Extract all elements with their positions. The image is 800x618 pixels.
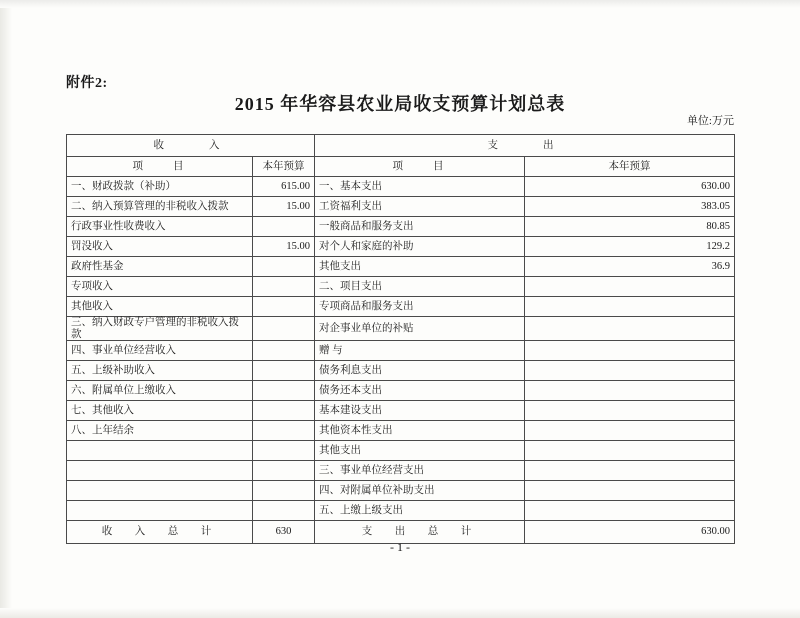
expense-item-label: 对个人和家庭的补助 (315, 237, 525, 257)
expense-item-label: 其他支出 (315, 441, 525, 461)
income-budget-value: 15.00 (253, 197, 315, 217)
expense-total-value: 630.00 (525, 521, 735, 544)
income-item-label: 七、其他收入 (67, 401, 253, 421)
income-item-label (67, 501, 253, 521)
table-row (67, 197, 735, 217)
income-item-label (67, 441, 253, 461)
table-group-header-row (67, 135, 735, 157)
expense-budget-value: 36.9 (525, 257, 735, 277)
income-item-label: 专项收入 (67, 277, 253, 297)
table-row (67, 317, 735, 341)
income-item-label: 五、上级补助收入 (67, 361, 253, 381)
expense-budget-value (525, 297, 735, 317)
expense-total-label: 支 出 总 计 (315, 521, 525, 544)
income-budget-value (253, 341, 315, 361)
table-row (67, 381, 735, 401)
income-item-label (67, 481, 253, 501)
table-row (67, 237, 735, 257)
table-row (67, 341, 735, 361)
income-budget-value (253, 461, 315, 481)
page-number: - 1 - (390, 540, 410, 554)
scan-edge-bottom (0, 608, 800, 618)
income-budget-value (253, 217, 315, 237)
income-budget-value (253, 317, 315, 341)
income-item-label: 三、纳入财政专户管理的非税收入拨款 (67, 317, 253, 341)
income-budget-value (253, 297, 315, 317)
table-row (67, 257, 735, 277)
table-row (67, 481, 735, 501)
table-row (67, 461, 735, 481)
expense-budget-value: 80.85 (525, 217, 735, 237)
expense-budget-value (525, 481, 735, 501)
income-budget-value: 15.00 (253, 237, 315, 257)
expense-budget-value (525, 501, 735, 521)
expense-item-label: 对企事业单位的补贴 (315, 317, 525, 341)
column-header-income-budget: 本年预算 (253, 157, 315, 177)
expense-item-label: 二、项目支出 (315, 277, 525, 297)
expense-item-label: 其他支出 (315, 257, 525, 277)
income-item-label: 行政事业性收费收入 (67, 217, 253, 237)
income-budget-value (253, 277, 315, 297)
expense-budget-value (525, 317, 735, 341)
income-budget-value (253, 441, 315, 461)
expense-item-label: 四、对附属单位补助支出 (315, 481, 525, 501)
income-item-label: 其他收入 (67, 297, 253, 317)
income-budget-value (253, 501, 315, 521)
group-header-expense: 支 出 (315, 135, 735, 157)
expense-budget-value: 129.2 (525, 237, 735, 257)
attachment-label: 附件2: (66, 76, 108, 91)
income-item-label: 一、财政拨款（补助） (67, 177, 253, 197)
expense-budget-value: 630.00 (525, 177, 735, 197)
table-column-header-row (67, 157, 735, 177)
expense-item-label: 五、上缴上级支出 (315, 501, 525, 521)
income-item-label (67, 461, 253, 481)
expense-budget-value (525, 421, 735, 441)
expense-budget-value (525, 401, 735, 421)
income-item-label: 六、附属单位上缴收入 (67, 381, 253, 401)
expense-item-label: 债务利息支出 (315, 361, 525, 381)
income-total-label: 收 入 总 计 (67, 521, 253, 544)
table-row (67, 217, 735, 237)
income-item-label: 二、纳入预算管理的非税收入拨款 (67, 197, 253, 217)
expense-budget-value (525, 341, 735, 361)
expense-budget-value (525, 381, 735, 401)
income-budget-value: 615.00 (253, 177, 315, 197)
income-item-label: 四、事业单位经营收入 (67, 341, 253, 361)
page-title: 2015 年华容县农业局收支预算计划总表 (234, 94, 566, 114)
income-total-value: 630 (253, 521, 315, 544)
income-budget-value (253, 401, 315, 421)
expense-budget-value (525, 441, 735, 461)
expense-item-label: 债务还本支出 (315, 381, 525, 401)
income-budget-value (253, 421, 315, 441)
scan-edge-top (0, 0, 800, 8)
column-header-expense-budget: 本年预算 (525, 157, 735, 177)
budget-table (66, 134, 735, 544)
income-item-label: 政府性基金 (67, 257, 253, 277)
expense-item-label: 三、事业单位经营支出 (315, 461, 525, 481)
table-row (67, 501, 735, 521)
column-header-income-item: 项 目 (67, 157, 253, 177)
expense-item-label: 工资福利支出 (315, 197, 525, 217)
expense-item-label: 赠 与 (315, 341, 525, 361)
table-row (67, 361, 735, 381)
table-row (67, 401, 735, 421)
expense-item-label: 专项商品和服务支出 (315, 297, 525, 317)
table-row (67, 421, 735, 441)
unit-note: 单位:万元 (686, 115, 734, 127)
income-budget-value (253, 481, 315, 501)
table-row (67, 177, 735, 197)
expense-budget-value: 383.05 (525, 197, 735, 217)
expense-item-label: 一、基本支出 (315, 177, 525, 197)
expense-item-label: 其他资本性支出 (315, 421, 525, 441)
table-row (67, 297, 735, 317)
income-budget-value (253, 361, 315, 381)
income-item-label: 八、上年结余 (67, 421, 253, 441)
expense-item-label: 一般商品和服务支出 (315, 217, 525, 237)
income-item-label: 罚没收入 (67, 237, 253, 257)
expense-budget-value (525, 361, 735, 381)
income-budget-value (253, 381, 315, 401)
expense-budget-value (525, 461, 735, 481)
expense-budget-value (525, 277, 735, 297)
column-header-expense-item: 项 目 (315, 157, 525, 177)
expense-item-label: 基本建设支出 (315, 401, 525, 421)
table-row (67, 277, 735, 297)
income-budget-value (253, 257, 315, 277)
table-row (67, 441, 735, 461)
group-header-income: 收 入 (67, 135, 315, 157)
